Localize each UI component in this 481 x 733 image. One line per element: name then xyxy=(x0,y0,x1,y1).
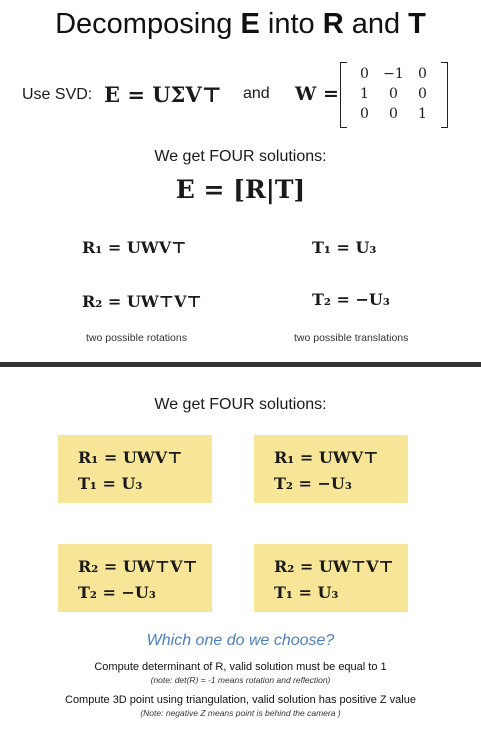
solution-r2: R₂ = UW⊤V⊤ xyxy=(82,292,202,311)
card-rotation: R₁ = UWV⊤ xyxy=(274,448,379,467)
matrix-left-bracket xyxy=(340,62,347,128)
title-mid1: into xyxy=(259,8,323,40)
slide-title xyxy=(0,8,481,41)
caption-rotations: two possible rotations xyxy=(86,332,187,344)
matrix-cell: −1 xyxy=(383,66,404,82)
card-translation: T₂ = −U₃ xyxy=(78,583,156,602)
e-rt-equation: E = [R|T] xyxy=(175,175,306,204)
svd-label: Use SVD: xyxy=(22,86,93,103)
determinant-subnote: (note: det(R) = -1 means rotation and reflection) xyxy=(150,675,331,685)
four-solutions-heading: We get FOUR solutions: xyxy=(154,148,327,165)
title-prefix: Decomposing xyxy=(55,8,241,40)
card-rotation: R₂ = UW⊤V⊤ xyxy=(78,557,198,576)
w-matrix xyxy=(340,62,448,126)
matrix-cell: 0 xyxy=(360,106,369,122)
caption-translations: two possible translations xyxy=(294,332,409,344)
matrix-cell: 0 xyxy=(389,106,398,122)
card-rotation: R₂ = UW⊤V⊤ xyxy=(274,557,394,576)
svd-equation: E = UΣV⊤ xyxy=(104,82,222,107)
matrix-cell: 0 xyxy=(389,86,398,102)
card-translation: T₁ = U₃ xyxy=(78,474,143,493)
matrix-table xyxy=(350,64,437,124)
matrix-cell: 0 xyxy=(360,66,369,82)
solution-card xyxy=(254,544,408,612)
triangulation-note: Compute 3D point using triangulation, valid solution has positive Z value xyxy=(65,694,416,706)
triangulation-subnote: (Note: negative Z means point is behind the camera ) xyxy=(140,708,341,718)
matrix-right-bracket xyxy=(441,62,448,128)
matrix-cell: 1 xyxy=(418,106,427,122)
solution-t2: T₂ = −U₃ xyxy=(312,290,390,309)
title-mid2: and xyxy=(343,8,409,40)
four-solutions-heading-2: We get FOUR solutions: xyxy=(154,396,327,413)
matrix-cell: 0 xyxy=(418,66,427,82)
determinant-note: Compute determinant of R, valid solution must be equal to 1 xyxy=(94,661,387,673)
matrix-cell: 0 xyxy=(418,86,427,102)
card-translation: T₁ = U₃ xyxy=(274,583,339,602)
solution-card xyxy=(254,435,408,503)
solution-r1: R₁ = UWV⊤ xyxy=(82,238,187,257)
title-r: R xyxy=(322,8,344,40)
w-label: W = xyxy=(295,83,339,105)
matrix-cell: 1 xyxy=(360,86,369,102)
solution-card xyxy=(58,544,212,612)
which-one-question: Which one do we choose? xyxy=(146,632,335,649)
and-text: and xyxy=(243,85,270,102)
solution-t1: T₁ = U₃ xyxy=(312,238,377,257)
slide-divider xyxy=(0,362,481,367)
card-rotation: R₁ = UWV⊤ xyxy=(78,448,183,467)
card-translation: T₂ = −U₃ xyxy=(274,474,352,493)
solution-card xyxy=(58,435,212,503)
title-t: T xyxy=(408,8,426,40)
title-e: E xyxy=(240,8,260,40)
